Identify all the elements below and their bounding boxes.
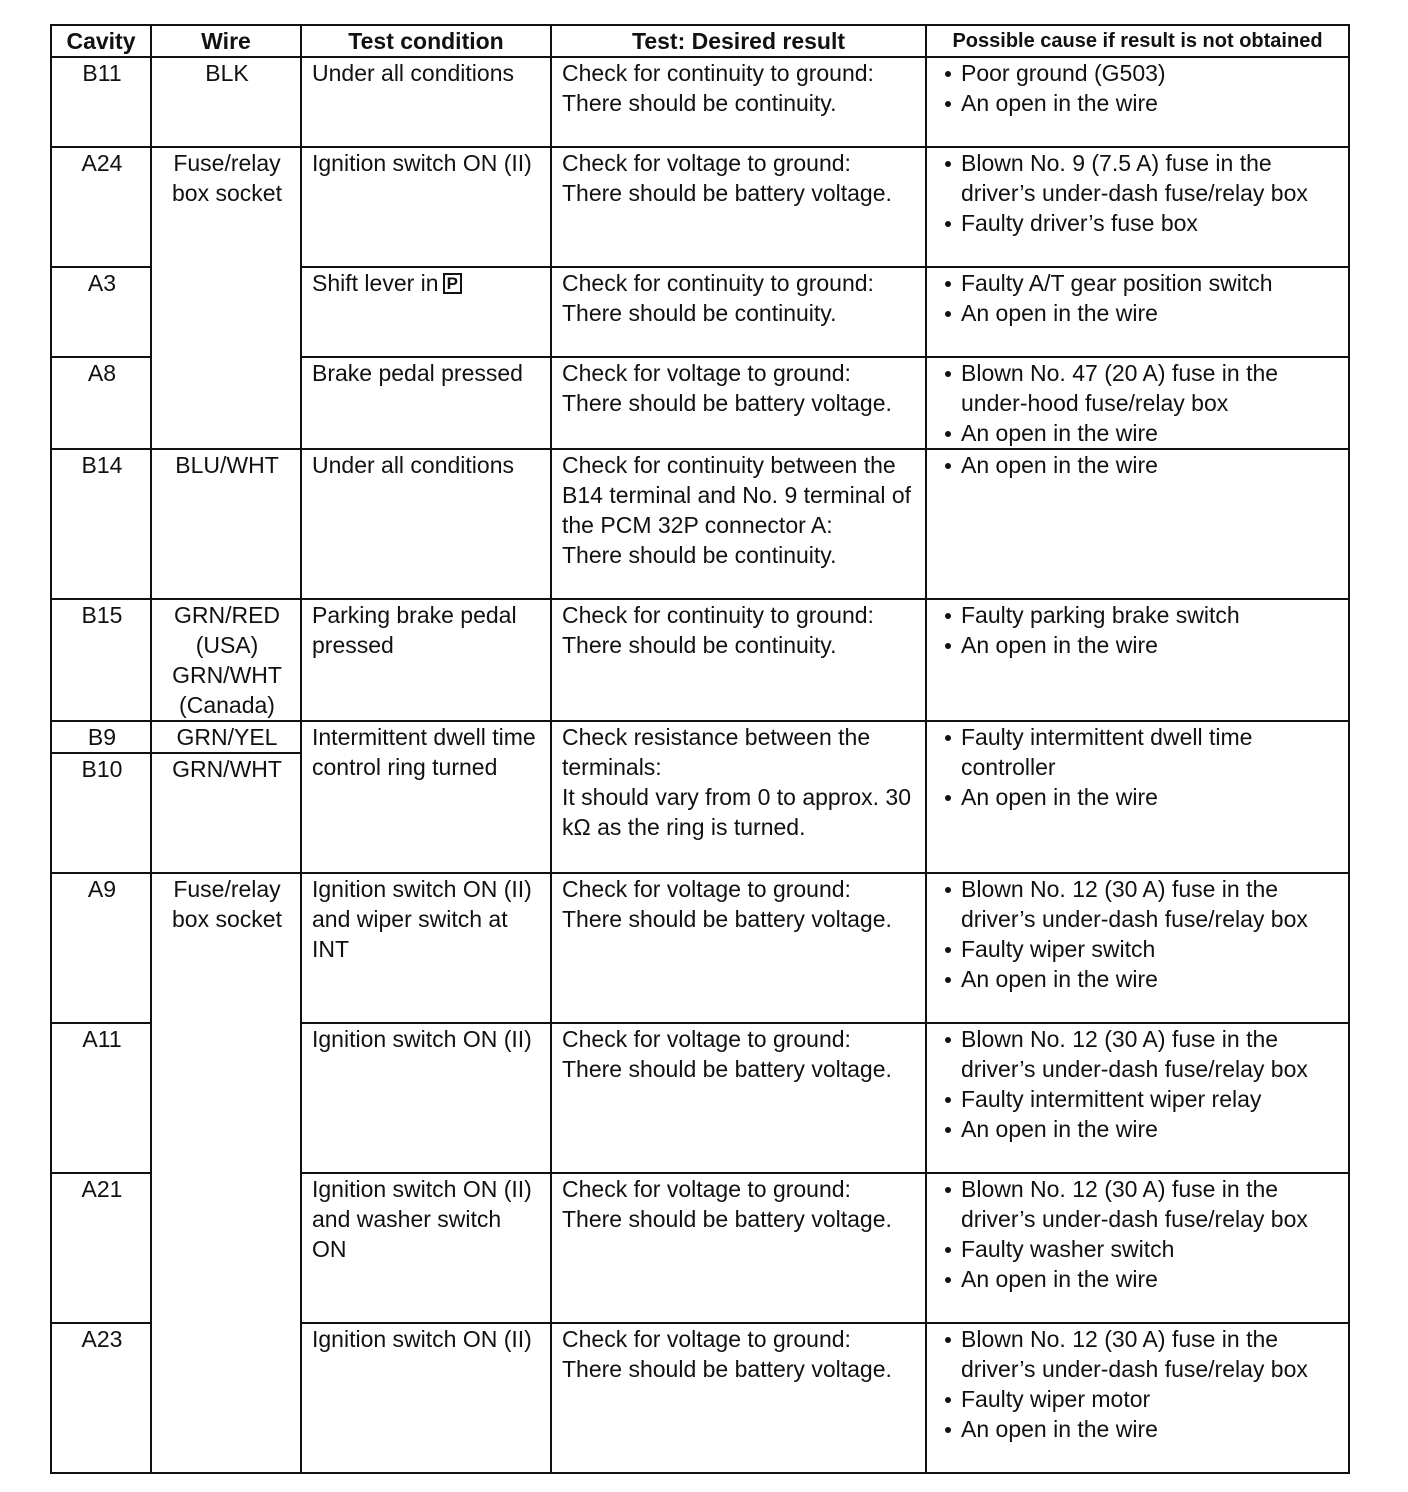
park-position-symbol: P	[443, 273, 462, 294]
wire-cell: BLK	[151, 57, 301, 147]
wire-line: GRN/RED	[173, 602, 281, 628]
condition-cell: Ignition switch ON (II) and wiper switch at INT	[301, 873, 551, 1023]
cause-cell	[926, 1023, 1349, 1173]
table-row	[51, 147, 1349, 267]
header-row	[51, 25, 1349, 57]
connector-test-table	[50, 24, 1350, 1474]
result-line: There should be battery voltage.	[562, 390, 892, 416]
result-line: Check for voltage to ground:	[562, 150, 851, 176]
cause-cell	[926, 721, 1349, 873]
condition-cell	[301, 267, 551, 357]
result-line: There should be battery voltage.	[562, 180, 892, 206]
table-row	[51, 449, 1349, 599]
table-row	[51, 721, 1349, 753]
result-line: There should be continuity.	[562, 90, 837, 116]
result-cell	[551, 267, 926, 357]
result-cell	[551, 1323, 926, 1473]
result-cell	[551, 1023, 926, 1173]
cause-item: Blown No. 12 (30 A) fuse in the driver’s under-dash fuse/relay box	[937, 1324, 1340, 1384]
result-cell	[551, 147, 926, 267]
condition-cell: Under all conditions	[301, 57, 551, 147]
result-line: There should be battery voltage.	[562, 1056, 892, 1082]
cause-item: Blown No. 9 (7.5 A) fuse in the driver’s under-dash fuse/relay box	[937, 148, 1340, 208]
condition-cell: Parking brake pedal pressed	[301, 599, 551, 721]
result-cell	[551, 357, 926, 449]
result-line: Check for continuity to ground:	[562, 602, 874, 628]
condition-cell: Brake pedal pressed	[301, 357, 551, 449]
result-line: There should be continuity.	[562, 632, 837, 658]
cavity-cell: A23	[51, 1323, 151, 1473]
result-line: Check for continuity between the B14 terminal and No. 9 terminal of the PCM 32P connector A:	[562, 452, 912, 538]
cavity-cell: A8	[51, 357, 151, 449]
result-line: There should be battery voltage.	[562, 1206, 892, 1232]
cavity-cell: B15	[51, 599, 151, 721]
wire-line: GRN/WHT	[172, 662, 282, 688]
condition-cell: Ignition switch ON (II) and washer switch ON	[301, 1173, 551, 1323]
cavity-cell: B9	[51, 721, 151, 753]
cause-item: An open in the wire	[937, 630, 1340, 660]
result-cell	[551, 1173, 926, 1323]
cause-cell	[926, 147, 1349, 267]
cause-cell	[926, 267, 1349, 357]
result-line: There should be battery voltage.	[562, 906, 892, 932]
wire-cell: BLU/WHT	[151, 449, 301, 599]
result-cell	[551, 873, 926, 1023]
header-possible-cause: Possible cause if result is not obtained	[926, 25, 1349, 57]
cause-item: Blown No. 12 (30 A) fuse in the driver’s under-dash fuse/relay box	[937, 1174, 1340, 1234]
table-row	[51, 57, 1349, 147]
condition-cell: Ignition switch ON (II)	[301, 1023, 551, 1173]
wire-cell: Fuse/relay box socket	[151, 873, 301, 1473]
condition-cell: Ignition switch ON (II)	[301, 1323, 551, 1473]
wire-cell: GRN/WHT	[151, 753, 301, 873]
cause-item: Blown No. 12 (30 A) fuse in the driver’s under-dash fuse/relay box	[937, 874, 1340, 934]
result-line: Check for continuity to ground:	[562, 270, 874, 296]
cause-item: Faulty wiper motor	[937, 1384, 1340, 1414]
cause-item: Blown No. 47 (20 A) fuse in the under-hood fuse/relay box	[937, 358, 1340, 418]
cause-item: Faulty driver’s fuse box	[937, 208, 1340, 238]
cause-item: An open in the wire	[937, 964, 1340, 994]
result-line: Check for continuity to ground:	[562, 60, 874, 86]
cause-item: An open in the wire	[937, 1264, 1340, 1294]
result-line: Check for voltage to ground:	[562, 1026, 851, 1052]
result-line: There should be battery voltage.	[562, 1356, 892, 1382]
cause-item: An open in the wire	[937, 88, 1340, 118]
wire-line: (USA)	[195, 632, 259, 658]
result-cell	[551, 57, 926, 147]
header-wire: Wire	[151, 25, 301, 57]
cause-item: Faulty intermittent dwell time controller	[937, 722, 1340, 782]
cause-item: An open in the wire	[937, 1414, 1340, 1444]
cause-item: An open in the wire	[937, 418, 1340, 448]
wire-cell: GRN/YEL	[151, 721, 301, 753]
cause-cell	[926, 599, 1349, 721]
cause-cell	[926, 357, 1349, 449]
cause-cell	[926, 1173, 1349, 1323]
cavity-cell: A24	[51, 147, 151, 267]
condition-cell: Ignition switch ON (II)	[301, 147, 551, 267]
result-line: Check resistance between the terminals:	[562, 724, 871, 780]
cause-item: Faulty wiper switch	[937, 934, 1340, 964]
cavity-cell: A21	[51, 1173, 151, 1323]
cause-item: An open in the wire	[937, 1114, 1340, 1144]
cause-item: Faulty washer switch	[937, 1234, 1340, 1264]
result-cell	[551, 449, 926, 599]
cause-item: An open in the wire	[937, 782, 1340, 812]
result-cell	[551, 721, 926, 873]
cause-item: Faulty intermittent wiper relay	[937, 1084, 1340, 1114]
cause-cell	[926, 57, 1349, 147]
cause-cell	[926, 873, 1349, 1023]
result-line: Check for voltage to ground:	[562, 1176, 851, 1202]
cause-item: Faulty parking brake switch	[937, 600, 1340, 630]
cause-item: Blown No. 12 (30 A) fuse in the driver’s under-dash fuse/relay box	[937, 1024, 1340, 1084]
result-line: There should be continuity.	[562, 542, 837, 568]
header-cavity: Cavity	[51, 25, 151, 57]
result-line: It should vary from 0 to approx. 30 kΩ as the ring is turned.	[562, 784, 912, 840]
result-line: There should be continuity.	[562, 300, 837, 326]
wire-cell	[151, 599, 301, 721]
cause-cell	[926, 1323, 1349, 1473]
cavity-cell: B10	[51, 753, 151, 873]
cavity-cell: A11	[51, 1023, 151, 1173]
condition-cell: Under all conditions	[301, 449, 551, 599]
cause-item: An open in the wire	[937, 298, 1340, 328]
cause-item: Faulty A/T gear position switch	[937, 268, 1340, 298]
wire-line: (Canada)	[179, 692, 275, 718]
cavity-cell: A9	[51, 873, 151, 1023]
result-cell	[551, 599, 926, 721]
cavity-cell: B14	[51, 449, 151, 599]
cause-item: An open in the wire	[937, 450, 1340, 480]
header-desired-result: Test: Desired result	[551, 25, 926, 57]
result-line: Check for voltage to ground:	[562, 876, 851, 902]
result-line: Check for voltage to ground:	[562, 360, 851, 386]
cavity-cell: B11	[51, 57, 151, 147]
cavity-cell: A3	[51, 267, 151, 357]
cause-cell	[926, 449, 1349, 599]
condition-text: Shift lever in	[312, 270, 439, 296]
header-test-condition: Test condition	[301, 25, 551, 57]
result-line: Check for voltage to ground:	[562, 1326, 851, 1352]
wire-cell: Fuse/relay box socket	[151, 147, 301, 449]
condition-cell: Intermittent dwell time control ring turned	[301, 721, 551, 873]
table-row	[51, 873, 1349, 1023]
table-row	[51, 599, 1349, 721]
cause-item: Poor ground (G503)	[937, 58, 1340, 88]
